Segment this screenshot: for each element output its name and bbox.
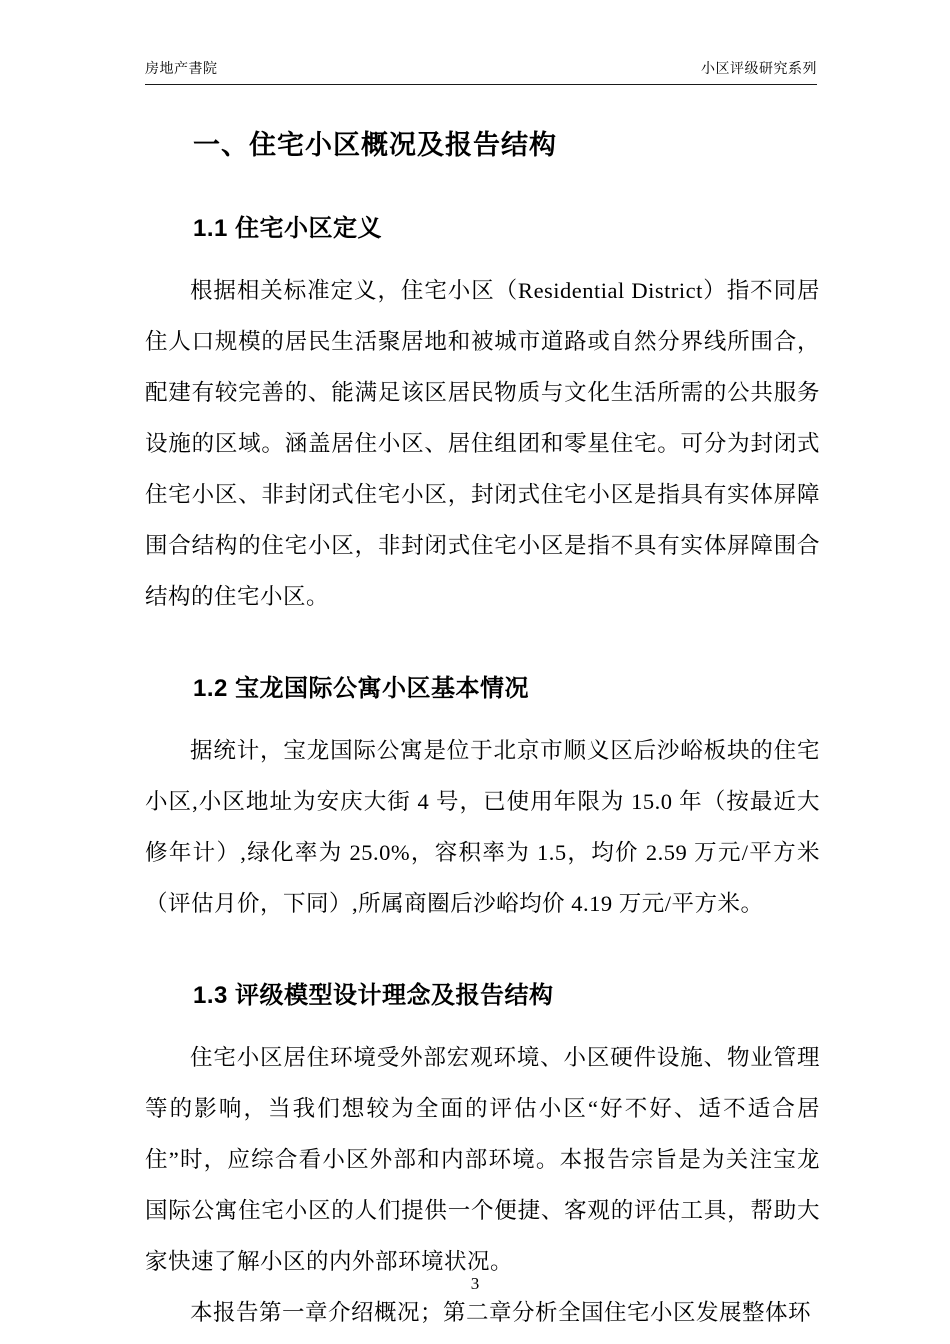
paragraph-definition: 根据相关标准定义，住宅小区（Residential District）指不同居住人口规模的居民生活聚居地和被城市道路或自然分界线所围合，配建有较完善的、能满足该区居民物质与文化生活所需的公共服务设施的区域。涵盖居住小区、居住组团和零星住宅。可分为封闭式住宅小区、非封闭式住宅小区，封闭式住宅小区是指具有实体屏障围合结构的住宅小区，非封闭式住宅小区是指不具有实体屏障围合结构的住宅小区。 (145, 278, 820, 609)
page-number: 3 (470, 1274, 480, 1293)
page-header (145, 0, 817, 85)
doc-title: 一、住宅小区概况及报告结构 (193, 130, 557, 160)
section-heading-1-3: 1.3 评级模型设计理念及报告结构 (193, 982, 554, 1009)
paragraph-report-structure: 本报告第一章介绍概况；第二章分析全国住宅小区发展整体环 (190, 1300, 812, 1325)
paragraph-model-design: 住宅小区居住环境受外部宏观环境、小区硬件设施、物业管理等的影响，当我们想较为全面的评估小区“好不好、适不适合居住”时，应综合看小区外部和内部环境。本报告宗旨是为关注宝龙国际公寓住宅小区的人们提供一个便捷、客观的评估工具，帮助大家快速了解小区的内外部环境状况。 (145, 1045, 820, 1274)
header-left-text: 房地产書院 (145, 62, 218, 77)
header-right-text: 小区评级研究系列 (701, 62, 817, 77)
section-heading-1-2: 1.2 宝龙国际公寓小区基本情况 (193, 675, 530, 702)
paragraph-basic-info: 据统计，宝龙国际公寓是位于北京市顺义区后沙峪板块的住宅小区,小区地址为安庆大街 4 号，已使用年限为 15.0 年（按最近大修年计）,绿化率为 25.0%，容积率为 1.5，均价 2.59 万元/平方米（评估月价，下同）,所属商圈后沙峪均价 4.19 万元/平方米。 (145, 738, 820, 916)
page-footer (0, 1274, 950, 1294)
document-content (145, 123, 820, 1338)
section-heading-1-1: 1.1 住宅小区定义 (193, 215, 383, 242)
